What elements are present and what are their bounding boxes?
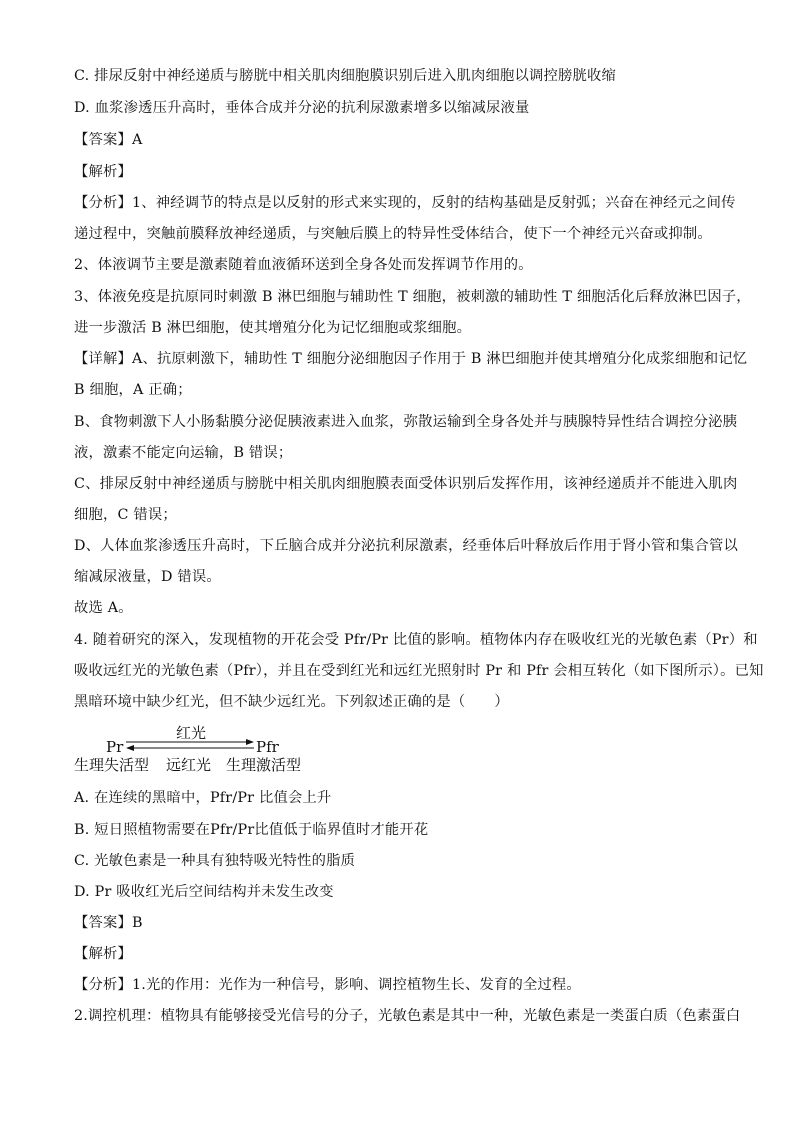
detail-line-2: B 细胞，A 正确； — [74, 382, 192, 398]
analysis-line-1: 【分析】1、神经调节的特点是以反射的形式来实现的，反射的结构基础是反射弧；兴奋在神经元之间传 — [74, 195, 736, 211]
question-4-line-3: 黑暗环境中缺少红光，但不缺少远红光。下列叙述正确的是（ ） — [74, 694, 509, 710]
question-4-line-1: 4. 随着研究的深入，发现植物的开花会受 Pfr/Pr 比值的影响。植物体内存在吸收红光的光敏色素（Pr）和 — [74, 632, 758, 648]
arrow-right-icon — [246, 739, 254, 745]
conclusion: 故选 A。 — [74, 600, 133, 616]
analysis-2-line-1: 【分析】1.光的作用：光作为一种信号，影响、调控植物生长、发育的全过程。 — [74, 977, 581, 993]
option-c-prev: C. 排尿反射中神经递质与膀胱中相关肌肉细胞膜识别后进入肌肉细胞以调控膀胱收缩 — [74, 68, 617, 84]
option-d-prev: D. 血浆渗透压升高时，垂体合成并分泌的抗利尿激素增多以缩减尿液量 — [74, 100, 530, 116]
diagram-top-label: 红光 — [176, 724, 207, 742]
analysis-label: 【解析】 — [74, 164, 132, 180]
analysis-line-4: 3、体液免疫是抗原同时刺激 B 淋巴细胞与辅助性 T 细胞，被刺激的辅助性 T 细胞活化后释放淋巴因子， — [74, 289, 751, 305]
question-4-line-2: 吸收远红光的光敏色素（Pfr），并且在受到红光和远红光照射时 Pr 和 Pfr 会相互转化（如下图所示）。已知 — [74, 663, 764, 679]
analysis-line-5: 进一步激活 B 淋巴细胞，使其增殖分化为记忆细胞或浆细胞。 — [74, 320, 472, 336]
answer-label-2: 【答案】B — [74, 915, 143, 931]
option-a: A. 在连续的黑暗中，Pfr/Pr 比值会上升 — [74, 790, 332, 806]
detail-line-5: C、排尿反射中神经递质与膀胱中相关肌肉细胞膜表面受体识别后发挥作用，该神经递质并不能进入肌肉 — [74, 476, 738, 492]
detail-line-1: 【详解】A、抗原刺激下，辅助性 T 细胞分泌细胞因子作用于 B 淋巴细胞并使其增殖分化成浆细胞和记忆 — [74, 351, 748, 367]
answer-label: 【答案】A — [74, 132, 143, 148]
diagram-right-term: Pfr — [256, 738, 279, 756]
phytochrome-diagram — [74, 724, 374, 776]
detail-line-6: 细胞，C 错误； — [74, 507, 177, 523]
analysis-label-2: 【解析】 — [74, 946, 132, 962]
option-c: C. 光敏色素是一种具有独特吸光特性的脂质 — [74, 853, 356, 869]
diagram-bottom-label: 远红光 — [166, 756, 212, 774]
detail-line-3: B、食物刺激下人小肠黏膜分泌促胰液素进入血浆，弥散运输到全身各处并与胰腺特异性结合调控分泌胰 — [74, 414, 738, 430]
diagram-left-state: 生理失活型 — [74, 756, 150, 774]
detail-line-8: 缩减尿液量，D 错误。 — [74, 569, 221, 585]
option-b: B. 短日照植物需要在Pfr/Pr比值低于临界值时才能开花 — [74, 822, 429, 838]
diagram-left-term: Pr — [106, 738, 124, 756]
arrow-left-icon — [126, 745, 134, 751]
detail-line-4: 液，激素不能定向运输，B 错误； — [74, 445, 293, 461]
analysis-2-line-2: 2.调控机理：植物具有能够接受光信号的分子，光敏色素是其中一种，光敏色素是一类蛋白质（色素蛋白 — [74, 1008, 741, 1024]
analysis-line-2: 递过程中，突触前膜释放神经递质，与突触后膜上的特异性受体结合，使下一个神经元兴奋或抑制。 — [74, 226, 712, 242]
detail-line-7: D、人体血浆渗透压升高时，下丘脑合成并分泌抗利尿激素，经垂体后叶释放后作用于肾小管和集合管以 — [74, 538, 739, 554]
diagram-right-state: 生理激活型 — [226, 756, 302, 774]
option-d: D. Pr 吸收红光后空间结构并未发生改变 — [74, 884, 334, 900]
analysis-line-3: 2、体液调节主要是激素随着血液循环送到全身各处而发挥调节作用的。 — [74, 257, 533, 273]
